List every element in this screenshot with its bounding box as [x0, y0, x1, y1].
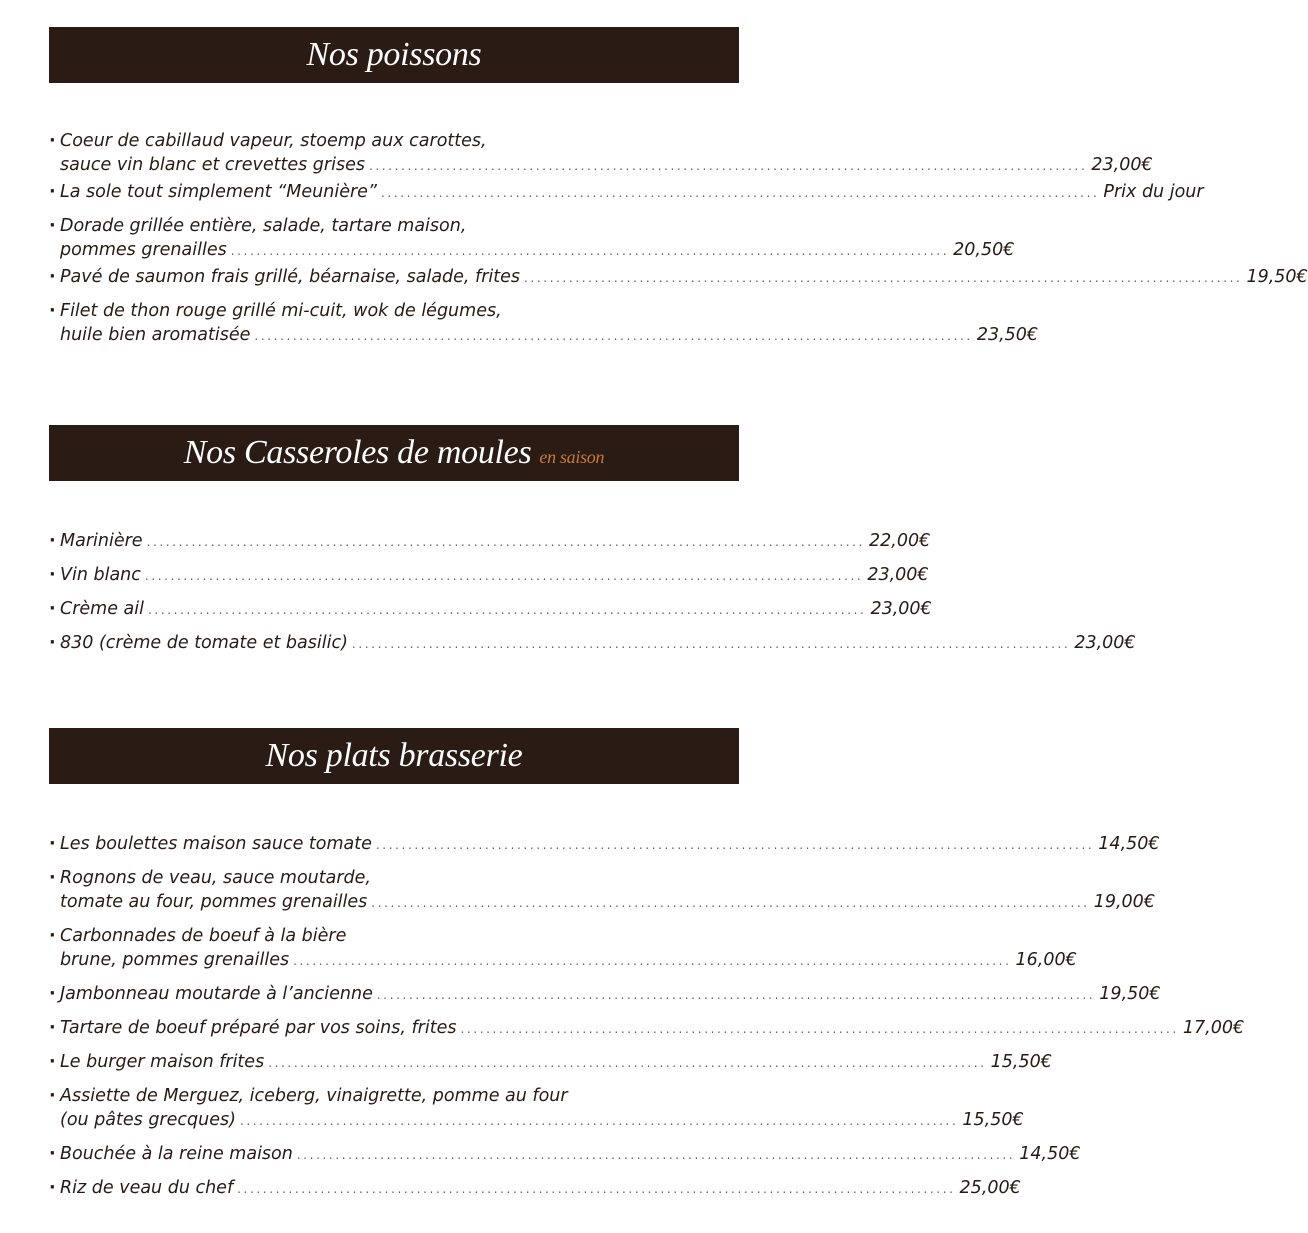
item-price: 14,50€ — [1019, 1144, 1081, 1164]
item-label: · Marinière — [60, 531, 143, 551]
item-label: · Crème ail — [60, 599, 145, 619]
item-price: 22,00€ — [868, 531, 931, 551]
menu-item — [49, 265, 1308, 290]
item-description-line: · Dorade grillée entière, salade, tartare maison, — [60, 216, 467, 236]
item-label: · Les boulettes maison sauce tomate — [60, 834, 372, 854]
leader-dots: ................................................................................................................ — [460, 1022, 1179, 1036]
item-price: 19,50€ — [1246, 267, 1308, 287]
leader-dots: ................................................................................................................ — [237, 1182, 956, 1196]
menu-item — [49, 214, 1015, 263]
item-price: 16,00€ — [1015, 950, 1077, 970]
section-poissons — [49, 27, 1308, 348]
item-label: tomate au four, pommes grenailles — [60, 892, 368, 912]
item-description-line: · Rognons de veau, sauce moutarde, — [60, 868, 371, 888]
item-price: 15,50€ — [962, 1110, 1024, 1130]
menu-item — [49, 1016, 1245, 1041]
item-label: · Tartare de boeuf préparé par vos soins, frites — [60, 1018, 457, 1038]
item-description-line: · Carbonnades de boeuf à la bière — [60, 926, 347, 946]
menu-list — [49, 129, 1308, 348]
leader-dots: ................................................................................................................ — [381, 186, 1100, 200]
menu-list — [49, 529, 1136, 656]
item-price: 15,50€ — [990, 1052, 1052, 1072]
leader-dots: ................................................................................................................ — [368, 159, 1088, 173]
item-price: Prix du jour — [1103, 182, 1204, 202]
item-label: · Jambonneau moutarde à l’ancienne — [60, 984, 373, 1004]
section-brasserie — [49, 728, 1245, 1201]
item-price: 19,00€ — [1093, 892, 1155, 912]
item-label: · Pavé de saumon frais grillé, béarnaise, salade, frites — [60, 267, 521, 287]
leader-dots: ................................................................................................................ — [230, 244, 950, 258]
menu-item — [49, 1050, 1052, 1075]
leader-dots: ................................................................................................................ — [144, 569, 864, 583]
leader-dots: ................................................................................................................ — [376, 988, 1096, 1002]
section-title: Nos plats brasserie — [265, 737, 523, 774]
item-description-line: · Assiette de Merguez, iceberg, vinaigrette, pomme au four — [60, 1086, 568, 1106]
leader-dots: ................................................................................................................ — [239, 1114, 959, 1128]
leader-dots: ................................................................................................................ — [351, 637, 1071, 651]
item-label: · Riz de veau du chef — [60, 1178, 234, 1198]
leader-dots: ................................................................................................................ — [148, 603, 867, 617]
item-label: (ou pâtes grecques) — [60, 1110, 236, 1130]
leader-dots: ................................................................................................................ — [293, 954, 1012, 968]
menu-item — [49, 597, 932, 622]
section-moules — [49, 425, 1136, 656]
item-label: sauce vin blanc et crevettes grises — [60, 155, 365, 175]
item-label: brune, pommes grenailles — [60, 950, 290, 970]
section-title: Nos poissons — [306, 36, 482, 73]
section-banner — [49, 27, 739, 83]
item-price: 19,50€ — [1099, 984, 1161, 1004]
menu-item — [49, 529, 931, 554]
item-price: 17,00€ — [1182, 1018, 1245, 1038]
menu-item — [49, 631, 1136, 656]
item-price: 14,50€ — [1098, 834, 1160, 854]
menu-item — [49, 180, 1204, 205]
section-banner — [49, 728, 739, 784]
leader-dots: ................................................................................................................ — [371, 896, 1090, 910]
item-label: · Le burger maison frites — [60, 1052, 265, 1072]
item-price: 25,00€ — [959, 1178, 1021, 1198]
item-price: 23,00€ — [1074, 633, 1136, 653]
item-price: 20,50€ — [953, 240, 1015, 260]
item-description-line: · Filet de thon rouge grillé mi-cuit, wok de légumes, — [60, 301, 502, 321]
item-price: 23,00€ — [870, 599, 932, 619]
section-subtitle: en saison — [539, 446, 605, 467]
menu-item — [49, 1176, 1021, 1201]
menu-item — [49, 982, 1161, 1007]
menu-item — [49, 924, 1077, 973]
menu-list — [49, 832, 1245, 1201]
menu-item — [49, 299, 1039, 348]
menu-item — [49, 832, 1160, 857]
leader-dots: ................................................................................................................ — [146, 535, 865, 549]
menu-item — [49, 129, 1153, 178]
section-banner — [49, 425, 739, 481]
leader-dots: ................................................................................................................ — [268, 1056, 987, 1070]
item-description-line: · Coeur de cabillaud vapeur, stoemp aux carottes, — [60, 131, 487, 151]
item-price: 23,00€ — [1091, 155, 1153, 175]
item-price: 23,50€ — [976, 325, 1039, 345]
item-label: · La sole tout simplement “Meunière” — [60, 182, 377, 202]
leader-dots: ................................................................................................................ — [375, 838, 1095, 852]
item-label: · Bouchée à la reine maison — [60, 1144, 293, 1164]
menu-item — [49, 866, 1155, 915]
item-label: pommes grenailles — [60, 240, 227, 260]
menu-item — [49, 1142, 1081, 1167]
item-label: huile bien aromatisée — [60, 325, 251, 345]
menu-item — [49, 563, 929, 588]
leader-dots: ................................................................................................................ — [524, 271, 1243, 285]
leader-dots: ................................................................................................................ — [254, 329, 973, 343]
item-label: · 830 (crème de tomate et basilic) — [60, 633, 348, 653]
item-price: 23,00€ — [867, 565, 929, 585]
section-title: Nos Casseroles de moules — [183, 434, 532, 471]
item-label: · Vin blanc — [60, 565, 141, 585]
leader-dots: ................................................................................................................ — [296, 1148, 1016, 1162]
menu-item — [49, 1084, 1024, 1133]
